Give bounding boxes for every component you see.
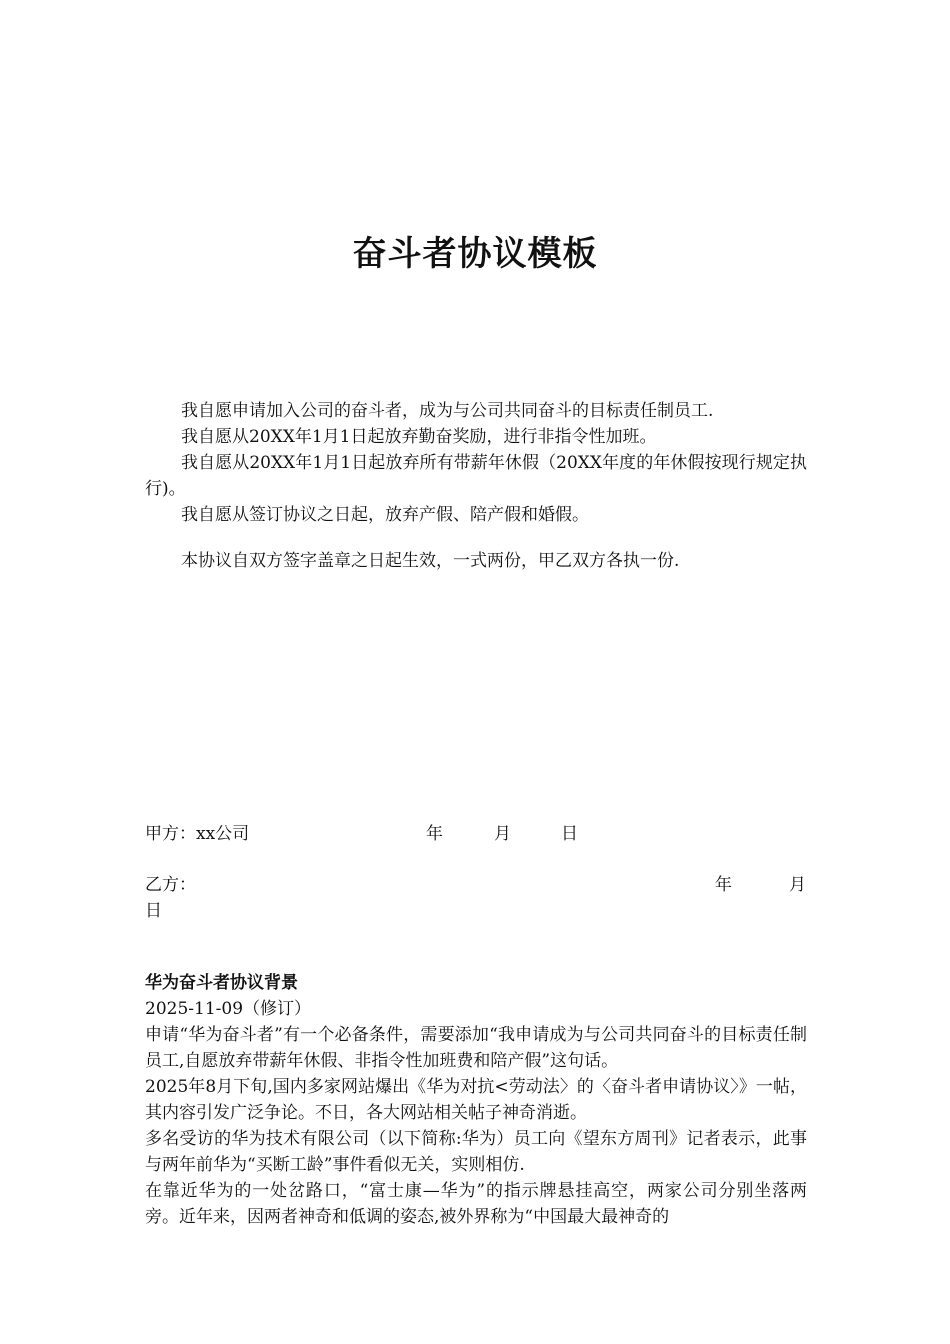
party-a-label: 甲方：xx公司 (145, 824, 250, 844)
effective-clause: 本协议自双方签字盖章之日起生效，一式两份，甲乙双方各执一份. (181, 551, 680, 571)
document-title: 奋斗者协议模板 (352, 234, 598, 274)
background-paragraph: 多名受访的华为技术有限公司（以下简称:华为）员工向《望东方周刊》记者表示，此事与两年前华为“买断工龄”事件看似无关，实则相仿. (145, 1129, 807, 1175)
background-paragraph: 在靠近华为的一处岔路口，“富士康—华为”的指示牌悬挂高空，两家公司分别坐落两旁。近年来，因两者神奇和低调的姿态,被外界称为“中国最大最神奇的 (145, 1181, 807, 1227)
agreement-clauses (145, 398, 807, 528)
party-b-day: 日 (145, 901, 162, 921)
party-b-month: 月 (789, 875, 806, 895)
clause-1: 我自愿申请加入公司的奋斗者，成为与公司共同奋斗的目标责任制员工. (181, 401, 714, 421)
background-paragraph: 申请“华为奋斗者”有一个必备条件，需要添加“我申请成为与公司共同奋斗的目标责任制员工,自愿放弃带薪年休假、非指令性加班费和陪产假”这句话。 (145, 1025, 807, 1071)
party-b-year: 年 (715, 875, 732, 895)
background-heading: 华为奋斗者协议背景 (145, 973, 298, 993)
background-date: 2025-11-09（修订） (145, 999, 312, 1019)
party-a-month: 月 (494, 824, 511, 844)
clause-3: 我自愿从20XX年1月1日起放弃所有带薪年休假（20XX年度的年休假按现行规定执行)。 (145, 453, 807, 499)
party-a-year: 年 (426, 824, 443, 844)
clause-4: 我自愿从签订协议之日起，放弃产假、陪产假和婚假。 (181, 505, 589, 525)
party-a-day: 日 (561, 824, 578, 844)
background-paragraph: 2025年8月下旬,国内多家网站爆出《华为对抗<劳动法〉的〈奋斗者申请协议〉》一帖，其内容引发广泛争论。不日，各大网站相关帖子神奇消逝。 (145, 1077, 807, 1123)
effective-clause-block (145, 548, 807, 574)
clause-2: 我自愿从20XX年1月1日起放弃勤奋奖励，进行非指令性加班。 (181, 427, 657, 447)
party-b-label: 乙方： (145, 875, 196, 895)
background-section (145, 996, 807, 1230)
